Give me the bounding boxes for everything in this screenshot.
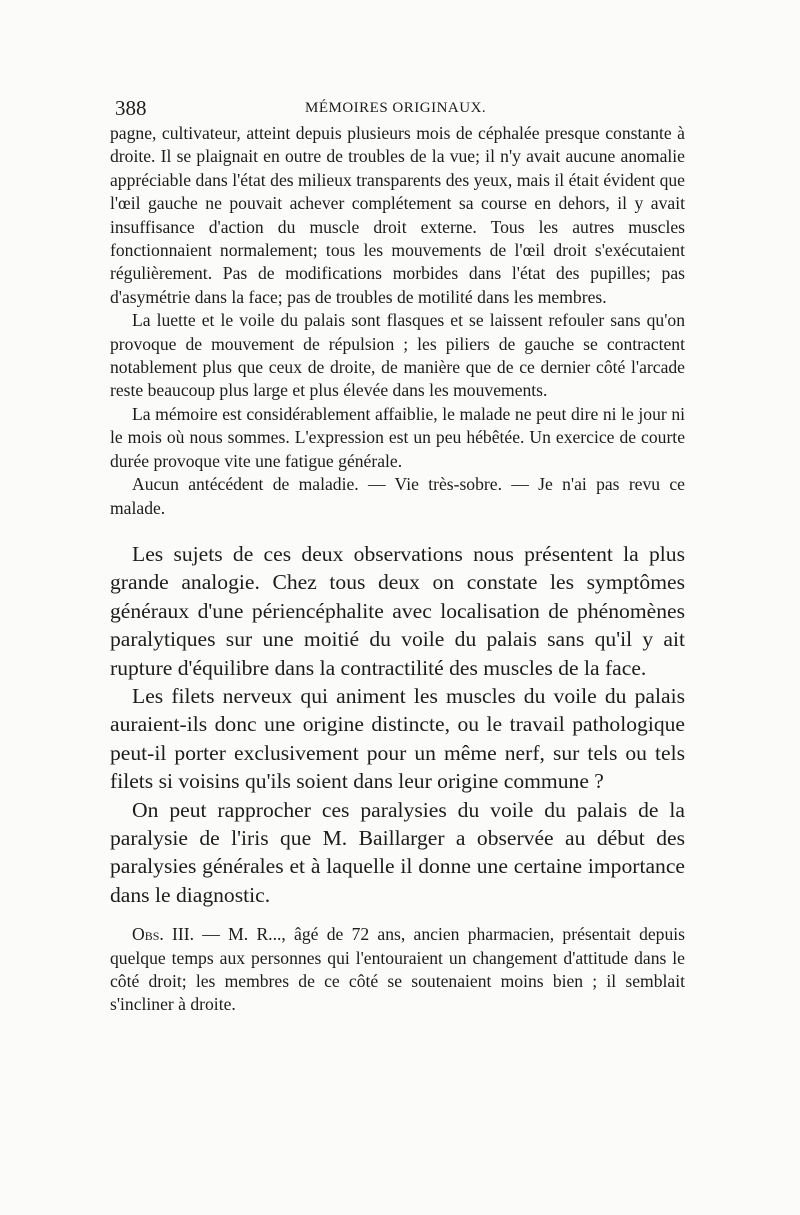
paragraph: Les filets nerveux qui animent les muscles du voile du palais auraient-ils donc une origine distincte, ou le travail pathologique peut-il porter exclusivement pour un même nerf, sur tels ou tels filets si voisins qu'ils soient dans leur origine commune ?	[110, 683, 685, 794]
observation-text: — M. R..., âgé de 72 ans, ancien pharmacien, présentait depuis quelque temps aux personnes qui l'entouraient un changement d'attitude dans le côté droit; les membres de ce côté se soutenaient moins bien ; il semblait s'incliner à droite.	[110, 924, 686, 1015]
paragraph: Aucun antécédent de maladie. — Vie très-sobre. — Je n'ai pas revu ce malade.	[110, 474, 685, 518]
commentary	[110, 540, 685, 909]
paragraph: La mémoire est considérablement affaiblie, le malade ne peut dire ni le jour ni le mois où nous sommes. L'expression est un peu hébêtée. Un exercice de courte durée provoque vite une fatigue générale.	[110, 403, 685, 471]
page	[110, 96, 685, 1017]
paragraph: La luette et le voile du palais sont flasques et se laissent refouler sans qu'on provoque de mouvement de répulsion ; les piliers de gauche se contractent notablement plus que ceux de droite, de manière que de ce dernier côté l'arcade reste beaucoup plus large et plus élevée dans les mouvements.	[110, 310, 685, 401]
paragraph	[110, 923, 685, 1017]
running-header	[110, 96, 685, 122]
page-number: 388	[115, 96, 147, 120]
paragraph: On peut rapprocher ces paralysies du voile du palais de la paralysie de l'iris que M. Baillarger a observée au début des paralysies générales et à laquelle il donne une certaine importance dans le diagnostic.	[110, 797, 685, 907]
running-title: MÉMOIRES ORIGINAUX.	[305, 100, 487, 116]
paragraph: pagne, cultivateur, atteint depuis plusieurs mois de céphalée presque constante à droite. Il se plaignait en outre de troubles de la vue; il n'y avait aucune anomalie appréciable dans l'état des milieux transparents des yeux, mais il était évident que l'œil gauche ne pouvait achever complétement sa course en dehors, il y avait insuffisance d'action du muscle droit externe. Tous les autres muscles fonctionnaient normalement; tous les mouvements de l'œil droit s'exécutaient régulièrement. Pas de modifications morbides dans l'état des pupilles; pas d'asymétrie dans la face; pas de troubles de motilité dans les membres.	[110, 123, 685, 307]
paragraph: Les sujets de ces deux observations nous présentent la plus grande analogie. Chez tous deux on constate les symptômes généraux d'une périencéphalite avec localisation de phénomènes paralytiques sur une moitié du voile du palais sans qu'il y ait rupture d'équilibre dans la contractilité des muscles de la face.	[110, 541, 685, 680]
observation-label: Obs. III.	[132, 924, 195, 945]
case-description	[110, 122, 685, 520]
observation-three	[110, 923, 685, 1017]
